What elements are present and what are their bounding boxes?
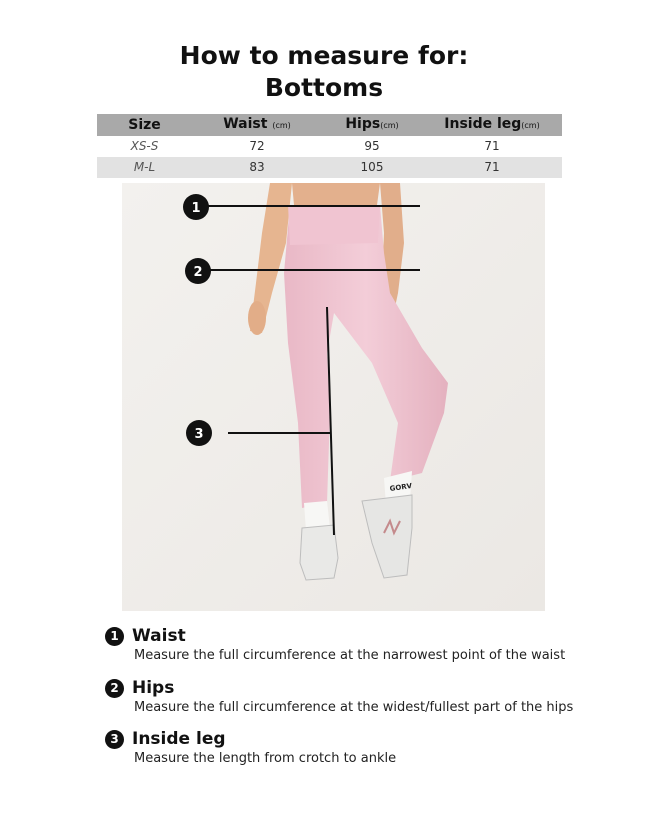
header-hips: Hips(cm) xyxy=(345,116,399,132)
cell-hips: 95 xyxy=(364,139,380,153)
left-hand xyxy=(248,301,266,335)
legend-description: Measure the full circumference at the widest/fullest part of the hips xyxy=(134,700,574,715)
cell-size: XS-S xyxy=(130,139,159,153)
cell-size: M-L xyxy=(133,160,156,174)
legend-title: Hips xyxy=(132,678,175,698)
marker-3 xyxy=(186,420,212,446)
page-title xyxy=(0,40,648,104)
size-chart-table xyxy=(97,114,562,178)
legend-description: Measure the full circumference at the narrowest point of the waist xyxy=(134,648,566,663)
table-row xyxy=(97,157,562,178)
cell-waist: 72 xyxy=(249,139,265,153)
legend-number-2: 2 xyxy=(105,679,124,698)
header-inside-leg-unit: (cm) xyxy=(521,121,540,130)
torso-skin xyxy=(292,183,380,205)
cell-inside-leg: 71 xyxy=(484,160,500,174)
svg-text:2: 2 xyxy=(193,265,203,280)
header-waist-unit: (cm) xyxy=(272,121,291,130)
title-line-1: How to measure for: xyxy=(179,41,469,70)
legend-description: Measure the length from crotch to ankle xyxy=(134,751,397,766)
marker-2 xyxy=(185,258,211,284)
legend-title: Inside leg xyxy=(132,729,226,749)
cell-waist: 83 xyxy=(249,160,265,174)
table-row xyxy=(97,136,562,157)
header-inside-leg: Inside leg(cm) xyxy=(444,116,540,132)
model-photo xyxy=(122,183,545,611)
legend-number-1: 1 xyxy=(105,627,124,646)
svg-text:1: 1 xyxy=(191,201,201,216)
marker-1 xyxy=(183,194,209,220)
sock-text: GORV xyxy=(389,481,413,493)
header-waist: Waist (cm) xyxy=(223,116,291,132)
legend-title: Waist xyxy=(132,626,186,646)
legend-item-inside-leg xyxy=(105,728,625,768)
title-line-2: Bottoms xyxy=(264,73,384,102)
table-header-row xyxy=(97,114,562,136)
left-shoe xyxy=(300,525,338,580)
cell-inside-leg: 71 xyxy=(484,139,500,153)
waistband xyxy=(288,205,380,245)
legend-item-waist xyxy=(105,625,625,665)
header-size: Size xyxy=(128,117,161,133)
cell-hips: 105 xyxy=(360,160,384,174)
legend-item-hips xyxy=(105,677,625,717)
legend-number-3: 3 xyxy=(105,730,124,749)
header-hips-unit: (cm) xyxy=(380,121,399,130)
svg-text:3: 3 xyxy=(194,427,204,442)
